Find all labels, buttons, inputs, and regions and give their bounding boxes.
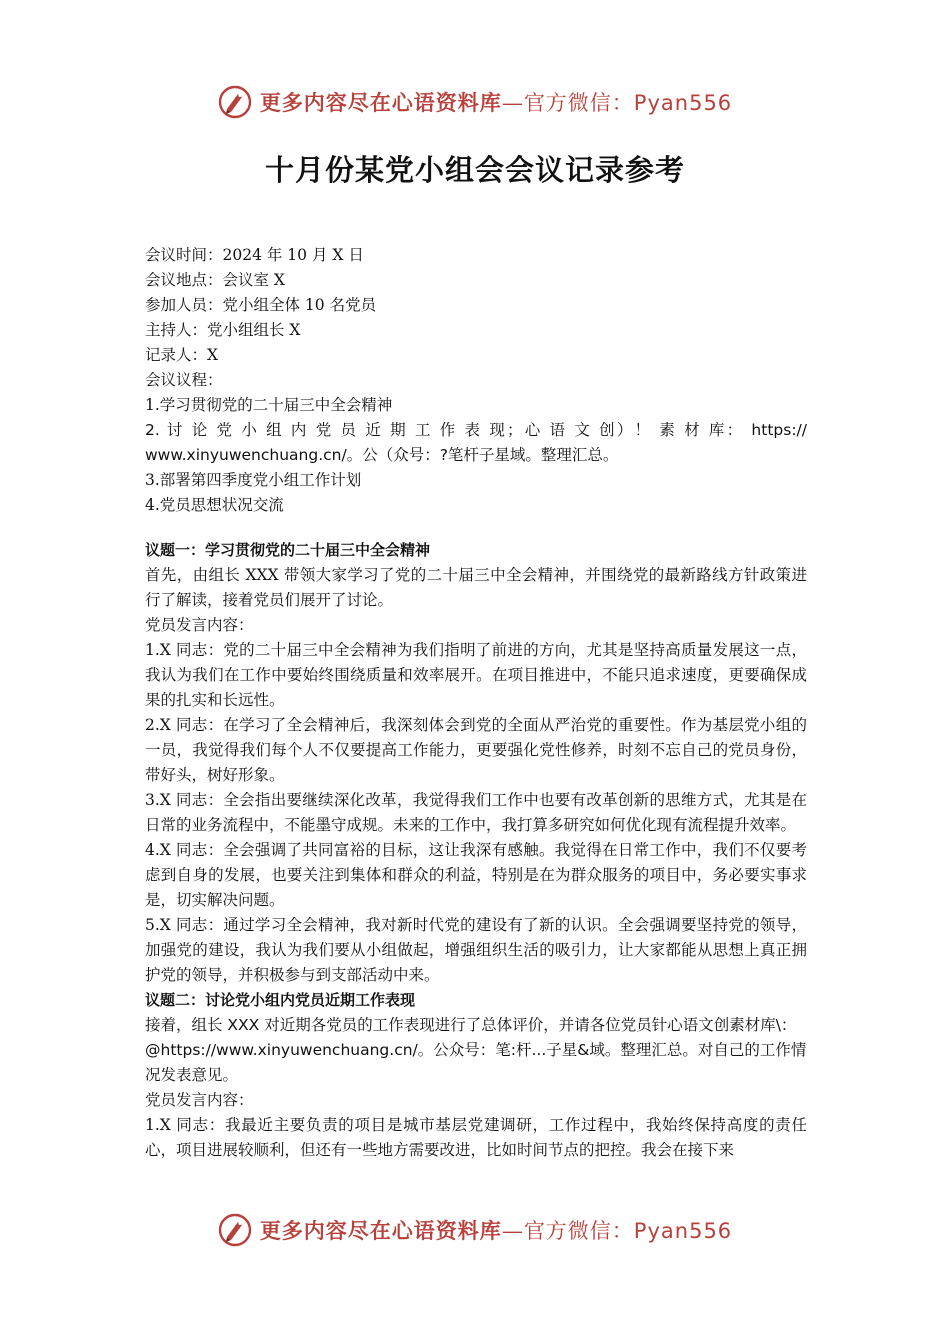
topic-1-intro: 首先，由组长 XXX 带领大家学习了党的二十届三中全会精神，并围绕党的最新路线方针政策进行了解读，接着党员们展开了讨论。 — [145, 566, 807, 609]
agenda-item-1: 1.学习贯彻党的二十届三中全会精神 — [145, 396, 393, 414]
banner-dash: — — [501, 1219, 524, 1243]
topic-2-speech-label: 党员发言内容： — [145, 1091, 254, 1109]
topic-1-heading: 议题一：学习贯彻党的二十届三中全会精神 — [145, 541, 431, 559]
topic-1-speech-5: 5.X 同志：通过学习全会精神，我对新时代党的建设有了新的认识。全会强调要坚持党的领导，加强党的建设，我认为我们要从小组做起，增强组织生活的吸引力，让大家都能从思想上真正拥护党的领导，并积极参与到支部活动中来。 — [145, 916, 807, 984]
banner-text — [260, 1215, 732, 1245]
brand-logo-icon — [218, 1213, 252, 1247]
document-title: 十月份某党小组会会议记录参考 — [264, 153, 685, 187]
meta-attendees: 参加人员：党小组全体 10 名党员 — [145, 296, 377, 314]
topic-2-heading: 议题二：讨论党小组内党员近期工作表现 — [145, 991, 416, 1009]
agenda-item-2-line-1: 2. 讨 论 党 小 组 内 党 员 近 期 工 作 表 现；心 语 文 创）！ 素 材 库： https:// — [145, 421, 807, 439]
banner-text — [260, 87, 732, 117]
meta-host: 主持人：党小组组长 X — [145, 321, 301, 339]
meta-location: 会议地点：会议室 X — [145, 271, 285, 289]
meta-time: 会议时间：2024 年 10 月 X 日 — [145, 246, 364, 264]
topic-2-intro: 接着，组长 XXX 对近期各党员的工作表现进行了总体评价，并请各位党员针心语文创素材库\：@https://www.xinyuwenchuang.cn/。公众号：笔:杆...子星&域。整理汇总。对自己的工作情况发表意见。 — [145, 1016, 807, 1084]
header-watermark-banner — [0, 80, 950, 124]
banner-wechat-text: 官方微信：Pyan556 — [523, 1219, 733, 1243]
meta-recorder: 记录人：X — [145, 346, 219, 364]
brand-logo-icon — [218, 85, 252, 119]
agenda-item-2-line-2: www.xinyuwenchuang.cn/。公（众号：?笔杆子星域。整理汇总。 — [145, 446, 619, 464]
topic-1-speech-2: 2.X 同志：在学习了全会精神后，我深刻体会到党的全面从严治党的重要性。作为基层党小组的一员，我觉得我们每个人不仅要提高工作能力，更要强化党性修养，时刻不忘自己的党员身份，带好头，树好形象。 — [145, 716, 807, 784]
document-body — [145, 243, 807, 1163]
topic-1-speech-4: 4.X 同志：全会强调了共同富裕的目标，这让我深有感触。我觉得在日常工作中，我们不仅要考虑到自身的发展，也要关注到集体和群众的利益，特别是在为群众服务的项目中，务必要实事求是，切实解决问题。 — [145, 841, 807, 909]
footer-watermark-banner — [0, 1208, 950, 1252]
topic-1-speech-3: 3.X 同志：全会指出要继续深化改革，我觉得我们工作中也要有改革创新的思维方式，尤其是在日常的业务流程中，不能墨守成规。未来的工作中，我打算多研究如何优化现有流程提升效率。 — [145, 791, 807, 834]
banner-brand-text: 更多内容尽在心语资料库 — [259, 1218, 502, 1243]
topic-2-speech-1: 1.X 同志：我最近主要负责的项目是城市基层党建调研，工作过程中，我始终保持高度的责任心，项目进展较顺利，但还有一些地方需要改进，比如时间节点的把控。我会在接下来 — [145, 1116, 807, 1159]
banner-brand-text: 更多内容尽在心语资料库 — [259, 90, 502, 115]
meta-agenda-label: 会议议程： — [145, 371, 223, 389]
banner-dash: — — [501, 91, 524, 115]
agenda-item-3: 3.部署第四季度党小组工作计划 — [145, 471, 362, 489]
topic-1-speech-1: 1.X 同志：党的二十届三中全会精神为我们指明了前进的方向，尤其是坚持高质量发展这一点，我认为我们在工作中要始终围绕质量和效率展开。在项目推进中，不能只追求速度，更要确保成果的扎实和长远性。 — [145, 641, 807, 709]
agenda-item-4: 4.党员思想状况交流 — [145, 496, 284, 514]
section-spacer — [145, 518, 807, 538]
banner-wechat-text: 官方微信：Pyan556 — [523, 91, 733, 115]
topic-1-speech-label: 党员发言内容： — [145, 616, 254, 634]
